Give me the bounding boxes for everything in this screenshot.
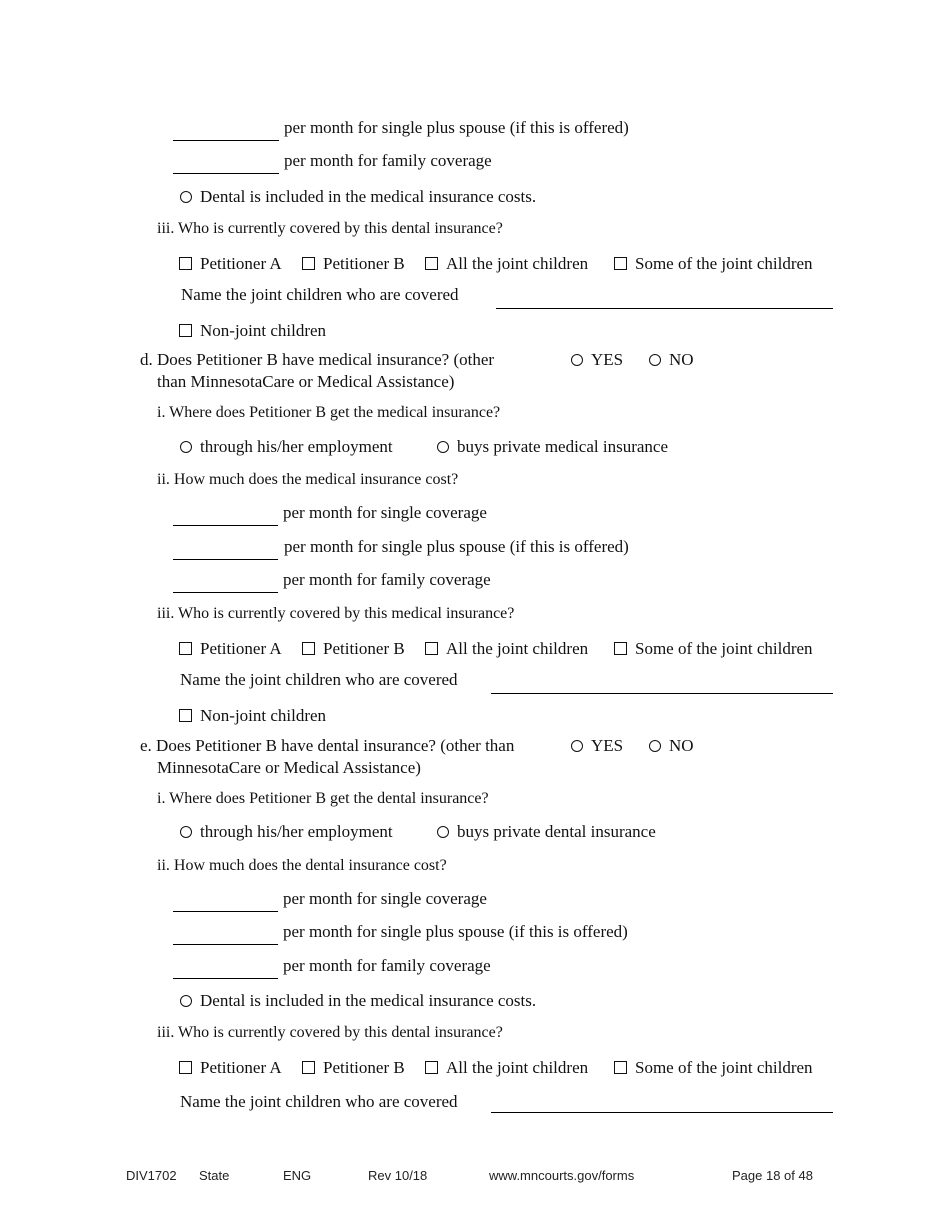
section-e-name-children-field[interactable] <box>491 1112 833 1113</box>
footer-url[interactable]: www.mncourts.gov/forms <box>489 1168 635 1183</box>
section-e-through-employment[interactable]: through his/her employment <box>180 822 393 842</box>
section-d-question: d. Does Petitioner B have medical insurance? (other than MinnesotaCare or Medical Assistance) <box>140 350 495 391</box>
checkbox-icon[interactable] <box>302 1061 315 1074</box>
covered-all-joint-children[interactable]: All the joint children <box>425 254 588 274</box>
section-d-name-children-label: Name the joint children who are covered <box>180 670 458 689</box>
cost-family-field[interactable] <box>173 173 279 174</box>
covered-petitioner-a[interactable]: Petitioner A <box>179 254 282 274</box>
checkbox-icon[interactable] <box>614 1061 627 1074</box>
section-e-covered-some-joint-children[interactable]: Some of the joint children <box>614 1058 813 1078</box>
checkbox-icon[interactable] <box>425 642 438 655</box>
radio-icon[interactable] <box>180 191 192 203</box>
section-e-who-covered-question: iii. Who is currently covered by this dental insurance? <box>157 1024 503 1041</box>
radio-icon[interactable] <box>180 441 192 453</box>
checkbox-icon[interactable] <box>179 642 192 655</box>
section-e-cost-single-field[interactable] <box>173 911 278 912</box>
checkbox-icon[interactable] <box>425 257 438 270</box>
section-e-where-question: i. Where does Petitioner B get the dental insurance? <box>157 790 489 807</box>
section-e-cost-question: ii. How much does the dental insurance cost? <box>157 857 447 874</box>
radio-icon[interactable] <box>649 354 661 366</box>
section-d-cost-single-label: per month for single coverage <box>283 503 487 522</box>
cost-spouse-field[interactable] <box>173 140 279 141</box>
covered-some-joint-children[interactable]: Some of the joint children <box>614 254 813 274</box>
section-d-covered-petitioner-b[interactable]: Petitioner B <box>302 639 405 659</box>
section-d-covered-nonjoint-children[interactable]: Non-joint children <box>179 706 326 726</box>
section-e-covered-petitioner-b[interactable]: Petitioner B <box>302 1058 405 1078</box>
checkbox-icon[interactable] <box>179 1061 192 1074</box>
checkbox-icon[interactable] <box>425 1061 438 1074</box>
section-e-buys-private[interactable]: buys private dental insurance <box>437 822 656 842</box>
section-d-covered-all-joint-children[interactable]: All the joint children <box>425 639 588 659</box>
radio-icon[interactable] <box>437 441 449 453</box>
radio-icon[interactable] <box>571 740 583 752</box>
section-d-buys-private[interactable]: buys private medical insurance <box>437 437 668 457</box>
section-d-covered-petitioner-a[interactable]: Petitioner A <box>179 639 282 659</box>
footer-language: ENG <box>283 1168 312 1183</box>
radio-icon[interactable] <box>571 354 583 366</box>
section-d-cost-family-field[interactable] <box>173 592 278 593</box>
section-d-yes[interactable]: YES <box>571 350 623 370</box>
section-e-no[interactable]: NO <box>649 736 694 756</box>
footer-jurisdiction: State <box>199 1168 230 1183</box>
section-d-cost-single-field[interactable] <box>173 525 278 526</box>
section-e-cost-family-label: per month for family coverage <box>283 956 491 975</box>
section-d-cost-family-label: per month for family coverage <box>283 570 491 589</box>
footer-form-id: DIV1702 <box>126 1168 177 1183</box>
section-d-who-covered-question: iii. Who is currently covered by this medical insurance? <box>157 605 515 622</box>
checkbox-icon[interactable] <box>179 257 192 270</box>
section-d-name-children-field[interactable] <box>491 693 833 694</box>
radio-icon[interactable] <box>180 995 192 1007</box>
section-d-cost-spouse-field[interactable] <box>173 559 278 560</box>
section-e-cost-family-field[interactable] <box>173 978 278 979</box>
section-d-covered-some-joint-children[interactable]: Some of the joint children <box>614 639 813 659</box>
name-children-field[interactable] <box>496 308 833 309</box>
covered-petitioner-b[interactable]: Petitioner B <box>302 254 405 274</box>
checkbox-icon[interactable] <box>302 257 315 270</box>
section-e-cost-spouse-label: per month for single plus spouse (if this is offered) <box>283 922 628 941</box>
checkbox-icon[interactable] <box>302 642 315 655</box>
section-d-through-employment[interactable]: through his/her employment <box>180 437 393 457</box>
cost-family-label: per month for family coverage <box>284 151 492 170</box>
radio-icon[interactable] <box>437 826 449 838</box>
section-d-cost-question: ii. How much does the medical insurance cost? <box>157 471 459 488</box>
section-e-cost-spouse-field[interactable] <box>173 944 278 945</box>
radio-icon[interactable] <box>649 740 661 752</box>
footer-page-number: Page 18 of 48 <box>732 1168 813 1183</box>
who-covered-question: iii. Who is currently covered by this dental insurance? <box>157 220 503 237</box>
cost-spouse-label: per month for single plus spouse (if this is offered) <box>284 118 629 137</box>
section-e-question: e. Does Petitioner B have dental insurance? (other than MinnesotaCare or Medical Assistance) <box>140 736 515 777</box>
checkbox-icon[interactable] <box>179 324 192 337</box>
footer-revision: Rev 10/18 <box>368 1168 428 1183</box>
section-e-dental-included-option[interactable]: Dental is included in the medical insurance costs. <box>180 991 536 1011</box>
section-e-covered-petitioner-a[interactable]: Petitioner A <box>179 1058 282 1078</box>
section-e-covered-all-joint-children[interactable]: All the joint children <box>425 1058 588 1078</box>
section-e-name-children-label: Name the joint children who are covered <box>180 1092 458 1111</box>
radio-icon[interactable] <box>180 826 192 838</box>
checkbox-icon[interactable] <box>614 642 627 655</box>
section-e-yes[interactable]: YES <box>571 736 623 756</box>
dental-included-option[interactable]: Dental is included in the medical insurance costs. <box>180 187 536 207</box>
checkbox-icon[interactable] <box>179 709 192 722</box>
name-children-label: Name the joint children who are covered <box>181 285 459 304</box>
section-e-cost-single-label: per month for single coverage <box>283 889 487 908</box>
section-d-no[interactable]: NO <box>649 350 694 370</box>
covered-nonjoint-children[interactable]: Non-joint children <box>179 321 326 341</box>
section-d-cost-spouse-label: per month for single plus spouse (if this is offered) <box>284 537 629 556</box>
section-d-where-question: i. Where does Petitioner B get the medical insurance? <box>157 404 501 421</box>
checkbox-icon[interactable] <box>614 257 627 270</box>
